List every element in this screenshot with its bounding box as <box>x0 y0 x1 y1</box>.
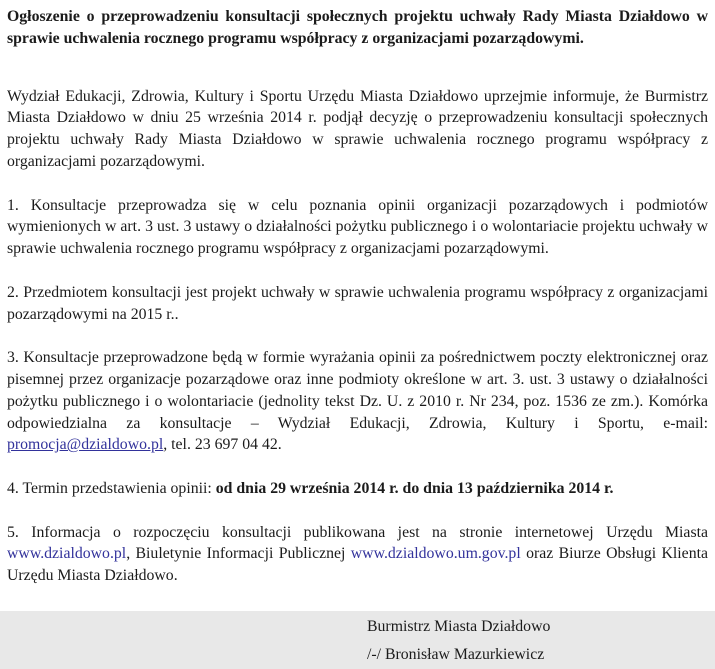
text-segment: 5. Informacja o rozpoczęciu konsultacji publikowana jest na stronie internetowej Urzędu Miasta <box>7 523 708 541</box>
signature-name: /-/ Bronisław Mazurkiewicz <box>367 645 545 663</box>
bip-website-link[interactable]: www.dzialdowo.um.gov.pl <box>350 545 521 563</box>
text-segment: Wydział Edukacji, Zdrowia, Kultury i Sportu Urzędu Miasta Działdowo uprzejmie informuje, że Burmistrz Miasta Działdowo w dniu 25 września 2014 r. podjął decyzję o przeprowadzeniu konsultacji społecznych projektu uchwały Rady Miasta Działdowo w sprawie uchwalenia rocznego programu współpracy z organizacjami pozarządowymi. <box>7 87 708 170</box>
city-website-link[interactable]: www.dzialdowo.pl <box>7 545 127 563</box>
point-5 <box>7 522 708 587</box>
point-4 <box>7 478 708 500</box>
text-segment: 3. Konsultacje przeprowadzone będą w formie wyrażania opinii za pośrednictwem poczty elektronicznej oraz pisemnej przez organizacje pozarządowe oraz inne podmioty określone w art. 3. ust. 3 ustawy o działalności pożytku publicznego i o wolontariacie (jednolity tekst Dz. U. z 2010 r. Nr 234, poz. 1536 ze zm.). Komórka odpowiedzialna za konsultacje – Wydział Edukacji, Zdrowia, Kultury i Sportu, e-mail: <box>7 349 708 432</box>
text-segment: , Biuletynie Informacji Publicznej <box>126 545 351 563</box>
point-1 <box>7 195 708 260</box>
document-title: Ogłoszenie o przeprowadzeniu konsultacji społecznych projektu uchwały Rady Miasta Działdowo w sprawie uchwalenia rocznego programu współpracy z organizacjami pozarządowymi. <box>7 8 708 47</box>
intro-paragraph <box>7 86 708 173</box>
text-segment: 2. Przedmiotem konsultacji jest projekt uchwały w sprawie uchwalenia programu współpracy z organizacjami pozarządowymi na 2015 r.. <box>7 283 708 323</box>
signature-block <box>367 613 708 669</box>
text-segment: 1. Konsultacje przeprowadza się w celu poznania opinii organizacji pozarządowych i podmiotów wymienionych w art. 3 ust. 3 ustawy o działalności pożytku publicznego i o wolontariacie projektu uchwały w sprawie uchwalenia rocznego programu współpracy z organizacjami pozarządowymi. <box>7 196 708 258</box>
text-segment: 4. Termin przedstawienia opinii: <box>7 479 216 497</box>
point-2 <box>7 282 708 326</box>
email-link[interactable]: promocja@dzialdowo.pl <box>7 436 164 454</box>
point-3 <box>7 347 708 456</box>
deadline-dates: od dnia 29 września 2014 r. do dnia 13 października 2014 r. <box>215 479 614 497</box>
signature-title: Burmistrz Miasta Działdowo <box>367 617 551 635</box>
text-segment: oraz Biurze Obsługi Klienta Urzędu Miasta Działdowo. <box>7 545 708 585</box>
text-segment: , tel. 23 697 04 42. <box>163 436 282 454</box>
